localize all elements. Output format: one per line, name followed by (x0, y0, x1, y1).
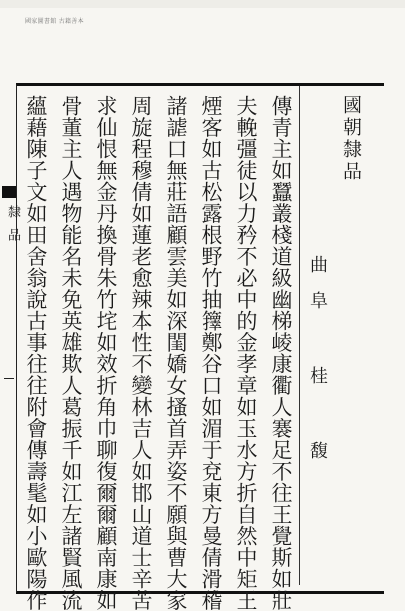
text-column-2: 夫輓彊徒以力矜不必中的金孝章如玉水方折自然中矩王 (234, 95, 258, 611)
library-stamp: 國家圖書館 古籍善本 (25, 18, 84, 25)
text-column-4: 諸謔口無莊語顧雲美如深閨嬌女搔首弄姿不願與曹大家 (164, 95, 188, 611)
text-column-6: 求仙恨無金丹換骨朱竹垞如效折角巾聊復爾爾顧南康如 (94, 95, 118, 611)
gutter-page-number (4, 378, 14, 379)
text-column-5: 周旋程穆倩如蓮老愈辣本性不變林吉人如邯山道士辛苦 (129, 95, 153, 611)
fishtail-mark (2, 186, 16, 198)
text-column-8: 蘊藉陳子文如田舍翁說古事往往附會傳壽髦如小歐陽作 (24, 95, 48, 611)
gutter-title: 隸品 (5, 205, 20, 251)
column-rule (299, 86, 300, 585)
book-title: 國朝隸品 (340, 95, 362, 183)
text-column-1: 傳青主如蠶叢棧道級幽梯崚康衢人褰足不往王覺斯如壯 (269, 95, 293, 611)
text-column-7: 骨董主人遇物能名未免英雄欺人葛振千如江左諸賢風流 (59, 95, 83, 611)
text-column-3: 煙客如古松露根野竹抽籜鄭谷口如湄于兗東方曼倩滑稽 (199, 95, 223, 611)
author-line: 曲阜 桂 馥 (307, 255, 328, 477)
page-edge (0, 0, 405, 8)
